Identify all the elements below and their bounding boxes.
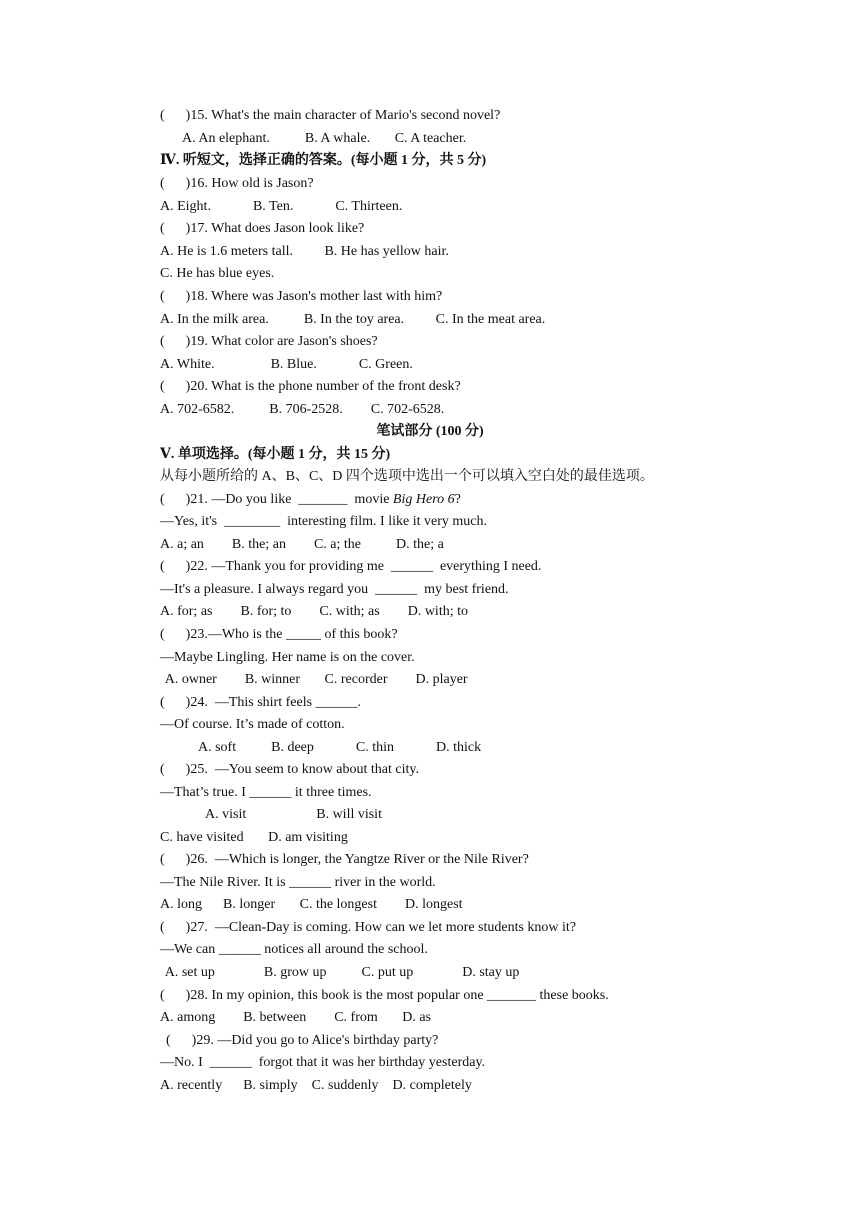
question-23: ( )23.—Who is the _____ of this book? <box>160 627 398 642</box>
question-21-text: ( )21. —Do you like _______ movie <box>160 492 393 507</box>
question-17-option-c: C. He has blue eyes. <box>160 266 275 281</box>
question-21-end: ? <box>454 492 461 507</box>
question-24: ( )24. —This shirt feels ______. <box>160 695 362 710</box>
question-15: ( )15. What's the main character of Mario's second novel? <box>160 108 501 123</box>
question-20-options: A. 702-6582. B. 706-2528. C. 702-6528. <box>160 402 445 417</box>
movie-title: Big Hero 6 <box>392 492 455 507</box>
question-26-reply: —The Nile River. It is ______ river in the world. <box>160 875 436 890</box>
question-27-options: A. set up B. grow up C. put up D. stay up <box>162 965 520 980</box>
question-19-options: A. White. B. Blue. C. Green. <box>160 357 413 372</box>
question-25-reply: —That’s true. I ______ it three times. <box>160 785 372 800</box>
question-27-reply: —We can ______ notices all around the school. <box>160 942 428 957</box>
question-18: ( )18. Where was Jason's mother last with him? <box>160 289 443 304</box>
question-28: ( )28. In my opinion, this book is the most popular one _______ these books. <box>160 988 609 1003</box>
question-22: ( )22. —Thank you for providing me ______ everything I need. <box>160 559 542 574</box>
question-29-options: A. recently B. simply C. suddenly D. completely <box>160 1078 472 1093</box>
question-22-options: A. for; as B. for; to C. with; as D. with; to <box>160 604 468 619</box>
question-17-options-ab: A. He is 1.6 meters tall. B. He has yellow hair. <box>160 244 449 259</box>
question-29-reply: —No. I ______ forgot that it was her birthday yesterday. <box>160 1055 486 1070</box>
question-25-options-ab: A. visit B. will visit <box>205 807 382 822</box>
question-27: ( )27. —Clean-Day is coming. How can we let more students know it? <box>160 920 577 935</box>
question-20: ( )20. What is the phone number of the front desk? <box>160 379 461 394</box>
question-24-reply: —Of course. It’s made of cotton. <box>160 717 345 732</box>
written-part-heading: 笔试部分 (100 分) <box>376 424 484 439</box>
question-16-options: A. Eight. B. Ten. C. Thirteen. <box>160 199 403 214</box>
question-26: ( )26. —Which is longer, the Yangtze River or the Nile River? <box>160 852 529 867</box>
question-22-reply: —It's a pleasure. I always regard you ______ my best friend. <box>160 582 509 597</box>
question-19: ( )19. What color are Jason's shoes? <box>160 334 378 349</box>
question-21-options: A. a; an B. the; an C. a; the D. the; a <box>160 537 444 552</box>
question-15-options: A. An elephant. B. A whale. C. A teacher. <box>182 131 467 146</box>
question-21 <box>160 491 461 509</box>
question-25: ( )25. —You seem to know about that city. <box>160 762 419 777</box>
question-21-reply: —Yes, it's ________ interesting film. I like it very much. <box>160 514 487 529</box>
question-23-reply: —Maybe Lingling. Her name is on the cover. <box>160 650 415 665</box>
question-24-options: A. soft B. deep C. thin D. thick <box>198 740 482 755</box>
section-v-heading: Ⅴ. 单项选择。(每小题 1 分，共 15 分) <box>160 447 391 462</box>
question-18-options: A. In the milk area. B. In the toy area. C. In the meat area. <box>160 312 546 327</box>
question-29: ( )29. —Did you go to Alice's birthday party? <box>166 1033 439 1048</box>
section-v-instruction: 从每小题所给的 A、B、C、D 四个选项中选出一个可以填入空白处的最佳选项。 <box>160 469 654 484</box>
question-16: ( )16. How old is Jason? <box>160 176 314 191</box>
section-iv-heading: Ⅳ. 听短文，选择正确的答案。(每小题 1 分，共 5 分) <box>160 153 487 168</box>
question-17: ( )17. What does Jason look like? <box>160 221 365 236</box>
question-25-options-cd: C. have visited D. am visiting <box>160 830 348 845</box>
question-26-options: A. long B. longer C. the longest D. longest <box>160 897 463 912</box>
question-23-options: A. owner B. winner C. recorder D. player <box>162 672 468 687</box>
question-28-options: A. among B. between C. from D. as <box>160 1010 432 1025</box>
